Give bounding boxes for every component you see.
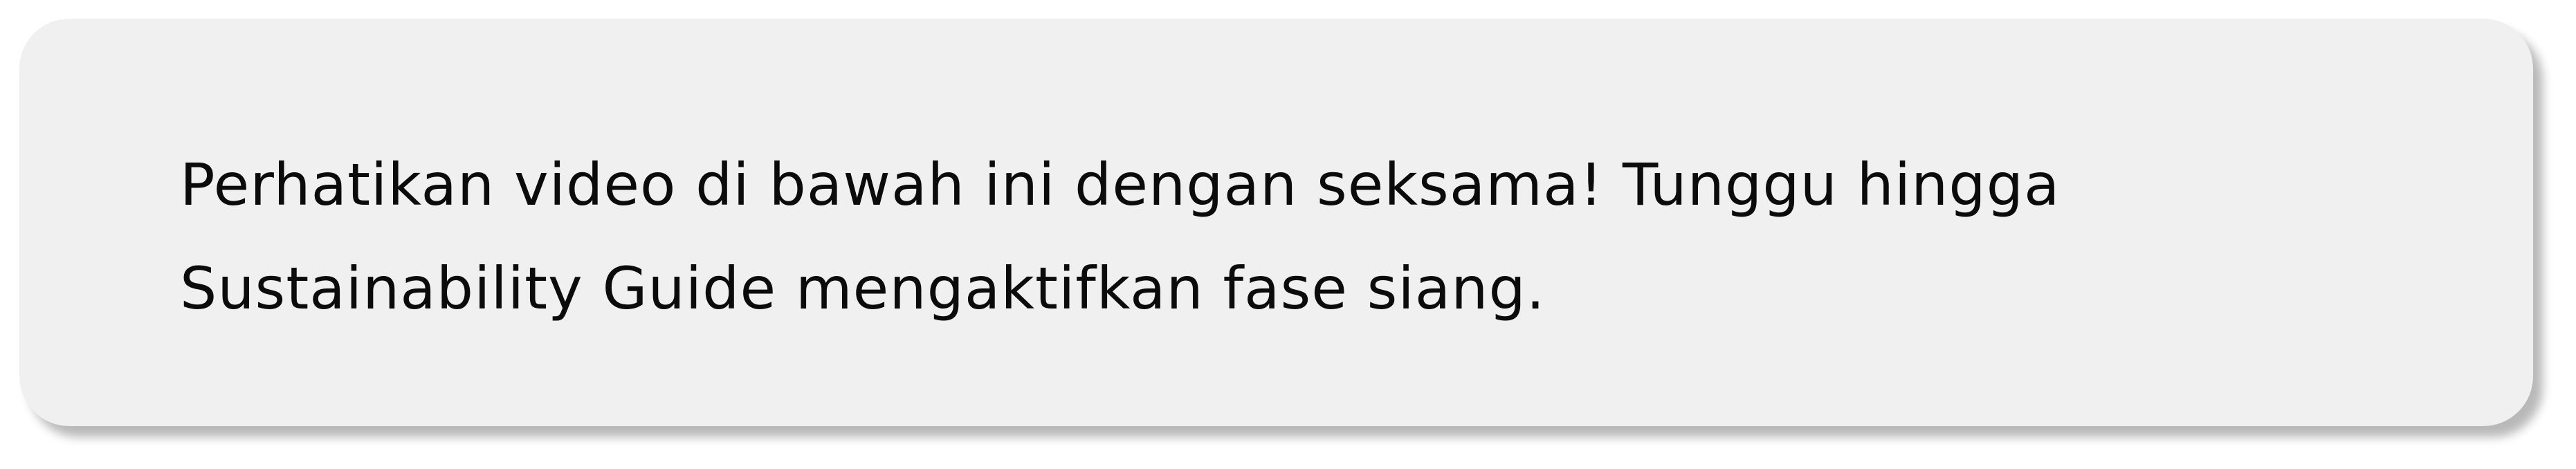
- instruction-text: [180, 133, 2395, 340]
- instruction-line-1: Perhatikan video di bawah ini dengan seksama! Tunggu hingga: [180, 151, 2061, 219]
- instruction-line-2: Sustainability Guide mengaktifkan fase siang.: [180, 255, 1546, 322]
- instruction-card: [19, 19, 2533, 426]
